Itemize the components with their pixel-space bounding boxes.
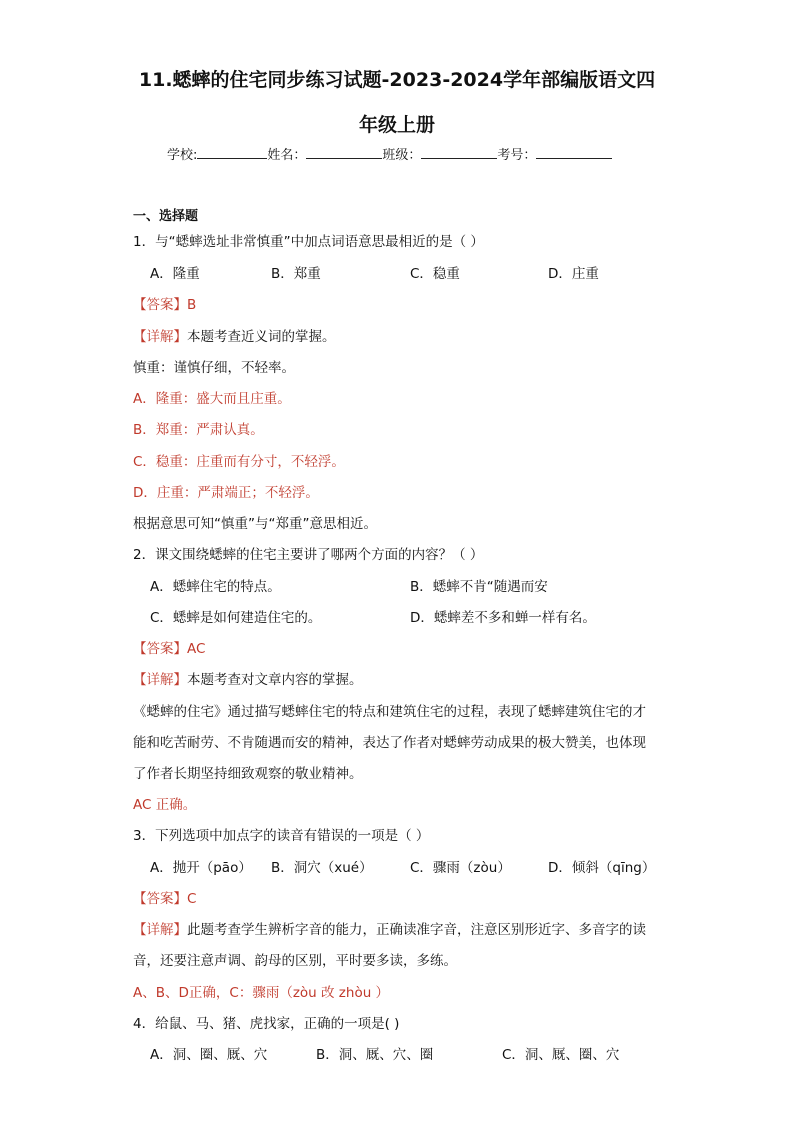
school-field[interactable] [197,144,267,159]
school-label: 学校: [167,148,198,163]
q2-explain-line: 《蟋蟀的住宅》通过描写蟋蟀住宅的特点和建筑住宅的过程，表现了蟋蟀建筑住宅的才 [133,704,646,720]
q4-option-b: B．洞、厩、穴、圈 [316,1047,434,1063]
q3-option-c: C．骤雨（zòu） [410,860,511,876]
question-3-stem: 3．下列选项中加点字的读音有错误的一项是（ ） [133,828,430,844]
q3-option-a: A．抛开（pāo） [150,860,252,876]
q2-explain-line: AC 正确。 [133,797,197,813]
explain-text: 本题考查近义词的掌握。 [187,329,336,345]
q4-option-c: C．洞、厩、圈、穴 [502,1047,620,1063]
class-label: 班级： [382,148,422,163]
q1-option-a: A．隆重 [150,266,200,282]
q2-option-b: B．蟋蟀不肯“随遇而安 [410,579,548,595]
q2-option-a: A．蟋蟀住宅的特点。 [150,579,281,595]
q4-option-a: A．洞、圈、厩、穴 [150,1047,268,1063]
explain-tag: 【详解】 [133,922,187,938]
number-field[interactable] [536,144,612,159]
q1-explain-line: D．庄重：严肃端正；不轻浮。 [133,485,319,501]
answer-tag: 【答案】 [133,297,187,313]
name-field[interactable] [306,144,382,159]
q2-option-c: C．蟋蟀是如何建造住宅的。 [150,610,322,626]
explain-text: 此题考查学生辨析字音的能力，正确读准字音，注意区别形近字、多音字的读 [187,922,646,938]
q1-option-b: B．郑重 [271,266,321,282]
q2-explain-line: 了作者长期坚持细致观察的敬业精神。 [133,766,363,782]
q1-explain-line: B．郑重：严肃认真。 [133,422,264,438]
explain-tag: 【详解】 [133,672,187,688]
explain-tag: 【详解】 [133,329,187,345]
q3-answer [133,889,196,909]
answer-tag: 【答案】 [133,891,187,907]
q2-explain [133,670,363,690]
q2-answer [133,639,205,659]
q1-explain-line: 根据意思可知“慎重”与“郑重”意思相近。 [133,516,377,532]
page-title-line2: 年级上册 [358,114,435,136]
section-heading: 一、选择题 [133,209,199,224]
class-field[interactable] [421,144,497,159]
q1-explain-line: C．稳重：庄重而有分寸，不轻浮。 [133,454,345,470]
question-4-stem: 4．给鼠、马、猪、虎找家，正确的一项是( ) [133,1016,400,1032]
q1-option-d: D．庄重 [548,266,599,282]
q1-explain [133,327,336,347]
q2-option-d: D．蟋蟀差不多和蝉一样有名。 [410,610,596,626]
student-info-row [167,144,612,166]
q1-option-c: C．稳重 [410,266,460,282]
explain-text: 本题考查对文章内容的掌握。 [187,672,363,688]
q3-explain [133,920,646,940]
q3-option-b: B．洞穴（xué） [271,860,373,876]
q3-explain-line: 音，还要注意声调、韵母的区别，平时要多读，多练。 [133,953,457,969]
name-label: 姓名： [267,148,307,163]
q1-answer [133,295,196,315]
q3-explain-line: A、B、D正确，C：骤雨（zòu 改 zhòu ） [133,985,390,1001]
q1-explain-line: 慎重：谨慎仔细，不轻率。 [133,360,295,376]
question-1-stem: 1．与“蟋蟀选址非常慎重”中加点词语意思最相近的是（ ） [133,234,484,250]
answer-value: AC [187,641,206,657]
answer-value: B [187,297,197,313]
answer-tag: 【答案】 [133,641,187,657]
answer-value: C [187,891,197,907]
q3-option-d: D．倾斜（qīng） [548,860,656,876]
page-title: 11.蟋蟀的住宅同步练习试题-2023-2024学年部编版语文四 [138,69,656,91]
number-label: 考号： [497,148,537,163]
q1-explain-line: A．隆重：盛大而且庄重。 [133,391,291,407]
q2-explain-line: 能和吃苦耐劳、不肯随遇而安的精神，表达了作者对蟋蟀劳动成果的极大赞美，也体现 [133,735,646,751]
question-2-stem: 2．课文围绕蟋蟀的住宅主要讲了哪两个方面的内容？（ ） [133,547,484,563]
